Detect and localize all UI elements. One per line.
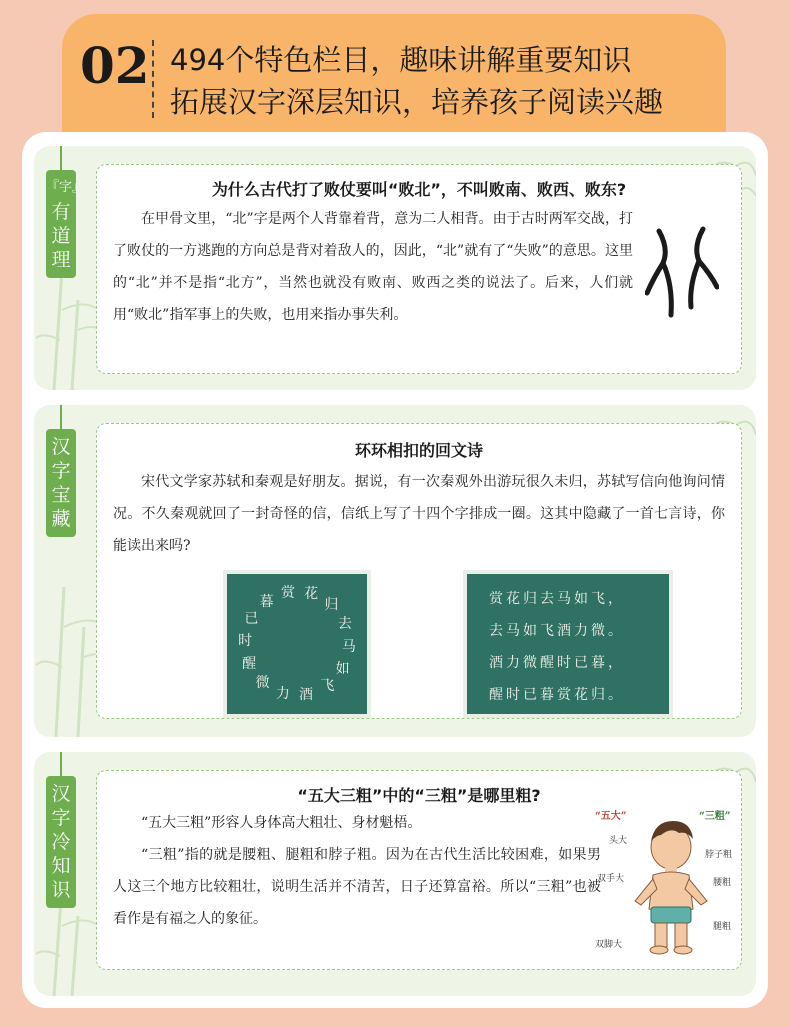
tag-char: 字 [51,807,71,829]
section-paragraph-1: “五大三粗”形容人身体高大粗壮、身材魁梧。 [141,815,422,831]
section-paragraph: 在甲骨文里，“北”字是两个人背靠着背，意为二人相背。由于古时两军交战，打了败仗的一方逃跑的方向总是背对着敌人的，因此，“北”就有了“失败”的意思。这里的“北”并不是指“北方”，当然也就没有败南、败西之类的说法了。后来，人们就用“败北”指军事上的失败，也用来指办事失利。 [113,211,633,323]
tag-char: 理 [51,249,71,271]
section-content-box [96,423,742,719]
header-line-2: 拓展汉字深层知识，培养孩子阅读兴趣 [170,85,664,119]
circle-poem-char: 暮 [259,593,274,610]
tag-char: 藏 [51,508,71,530]
poem-line: 去马如飞酒力微。 [489,623,625,639]
section-title: 环环相扣的回文诗 [354,441,483,460]
section-paragraph: 宋代文学家苏轼和秦观是好朋友。据说，有一次秦观外出游玩很久未归，苏轼写信向他询问情况。不久秦观就回了一封奇怪的信，信纸上写了十四个字排成一圈。这其中隐藏了一首七言诗，你能读出来吗? [113,474,725,554]
header-divider [152,40,154,118]
circle-poem-char: 力 [275,686,290,703]
section-title: 为什么古代打了败仗要叫“败北”，不叫败南、败西、败东? [211,180,627,199]
label-waist: 腰粗 [713,878,732,888]
section-content-box [96,770,742,970]
tag-char: 有 [51,201,71,223]
oracle-bone-bei-glyph-icon [645,223,719,319]
section-paragraph-2: “三粗”指的就是腰粗、腿粗和脖子粗。因为在古代生活比较困难，如果男人这三个地方比较粗壮，说明生活并不清苦，日子还算富裕。所以“三粗”也被看作是有福之人的象征。 [113,847,601,927]
circle-poem-char: 如 [335,660,350,677]
tag-char: 汉 [51,783,71,805]
tag-char: 宝 [51,484,71,506]
poem-line: 赏花归去马如飞， [489,591,625,607]
section-han-zi-leng-zhi-shi [34,752,756,996]
section-tag [46,429,76,537]
tag-char: 字 [51,460,71,482]
circle-poem-char: 已 [244,611,259,628]
circle-poem-char: 赏 [280,584,295,601]
section-tag [46,776,76,908]
section-number: 02 [80,36,150,95]
tag-stem [60,752,62,776]
section-content-box [96,164,742,374]
tag-char: 道 [51,225,71,247]
label-neck: 脖子粗 [705,850,733,860]
section-zi-you-dao-li [34,146,756,390]
circle-poem-char: 花 [304,585,319,602]
section-tag [46,170,86,278]
tag-char: 『字』 [46,180,86,195]
circle-poem-char: 酒 [299,687,314,704]
circle-poem-char: 醒 [242,656,257,673]
circle-poem-char: 微 [255,674,270,691]
circle-poem-char: 飞 [320,678,335,695]
circle-poem-board [223,570,371,718]
section-han-zi-bao-cang [34,405,756,737]
tag-char: 汉 [51,436,71,458]
label-head: 头大 [609,836,628,846]
label-five-big: “五大” [595,811,627,822]
poem-line: 酒力微醒时已暮， [489,655,625,671]
tag-char: 知 [51,855,71,877]
circle-poem-char: 时 [238,633,253,650]
label-legs: 腿粗 [713,922,732,932]
tag-stem [60,146,62,170]
circle-poem-char: 去 [337,615,352,632]
label-feet: 双脚大 [595,940,623,950]
label-hands: 双手大 [597,874,625,884]
circle-poem-char: 归 [324,597,339,613]
section-title: “五大三粗”中的“三粗”是哪里粗? [297,786,541,805]
circle-poem-char: 马 [341,638,356,655]
poem-answer-board [463,570,673,718]
label-three-thick: “三粗” [699,811,731,822]
tag-char: 冷 [51,831,71,853]
tag-stem [60,405,62,429]
tag-char: 识 [51,879,71,901]
poem-line: 醒时已暮赏花归。 [489,687,625,703]
header-line-1: 494个特色栏目，趣味讲解重要知识 [170,43,632,77]
boy-body-figure [595,807,745,957]
